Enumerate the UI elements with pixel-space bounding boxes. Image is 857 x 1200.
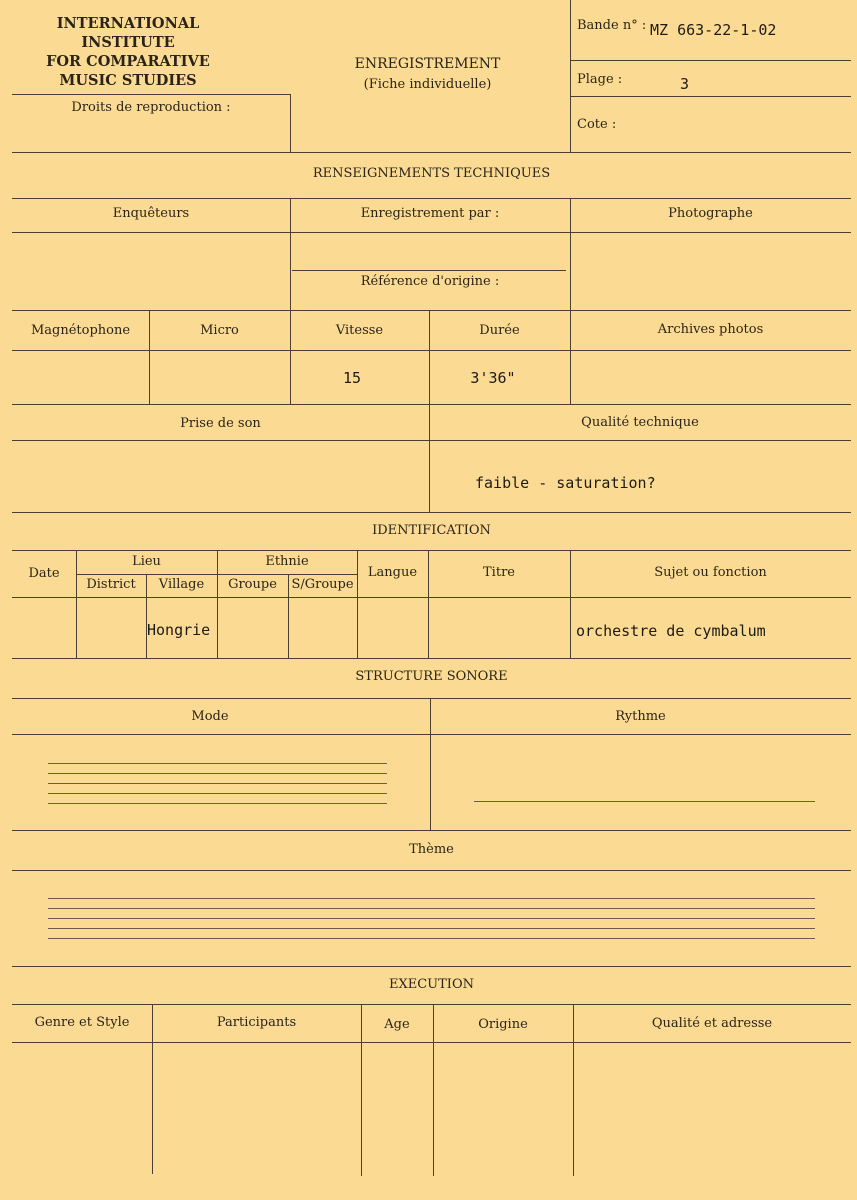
participants-label: Participants xyxy=(216,1015,297,1030)
divider xyxy=(12,658,851,659)
divider xyxy=(12,232,851,233)
village-label: Village xyxy=(158,577,205,592)
sujet-label: Sujet ou fonction xyxy=(654,565,767,580)
vitesse-value: 15 xyxy=(342,369,362,387)
divider xyxy=(12,1004,851,1005)
divider xyxy=(12,350,851,351)
origine-label: Origine xyxy=(478,1017,528,1032)
date-label: Date xyxy=(28,566,60,581)
divider xyxy=(12,198,851,199)
divider xyxy=(570,96,851,97)
section-technique-title: RENSEIGNEMENTS TECHNIQUES xyxy=(312,166,551,181)
divider xyxy=(12,152,851,153)
village-value: Hongrie xyxy=(147,621,211,639)
enqueteurs-label: Enquêteurs xyxy=(112,206,190,221)
mode-label: Mode xyxy=(191,709,229,724)
plage-label: Plage : xyxy=(577,72,623,87)
photographe-label: Photographe xyxy=(668,206,753,221)
mode-staff-line xyxy=(48,783,387,784)
sujet-value: orchestre de cymbalum xyxy=(576,622,766,640)
duree-label: Durée xyxy=(479,323,520,338)
theme-staff-line xyxy=(48,928,815,929)
theme-label: Thème xyxy=(409,842,454,857)
divider xyxy=(12,734,851,735)
magnetophone-label: Magnétophone xyxy=(30,323,131,338)
theme-staff-line xyxy=(48,908,815,909)
genre-label: Genre et Style xyxy=(34,1015,130,1030)
cote-label: Cote : xyxy=(577,117,617,132)
divider xyxy=(12,550,851,551)
divider xyxy=(12,94,290,95)
divider xyxy=(12,310,851,311)
rythme-line xyxy=(474,801,815,802)
institute-line-2: FOR COMPARATIVE xyxy=(46,53,210,70)
divider xyxy=(12,512,851,513)
mode-staff-line xyxy=(48,793,387,794)
divider xyxy=(290,94,291,152)
qualite-technique-label: Qualité technique xyxy=(581,415,699,430)
institute-line-3: MUSIC STUDIES xyxy=(59,72,197,89)
section-structure-title: STRUCTURE SONORE xyxy=(355,669,508,684)
theme-staff-line xyxy=(48,918,815,919)
lieu-label: Lieu xyxy=(132,554,161,569)
divider xyxy=(12,1042,851,1043)
age-label: Age xyxy=(384,1017,410,1032)
form-title: ENREGISTREMENT xyxy=(354,56,501,72)
rythme-label: Rythme xyxy=(615,709,666,724)
mode-staff-line xyxy=(48,763,387,764)
bande-label: Bande n° : xyxy=(577,18,647,33)
divider xyxy=(12,440,851,441)
divider xyxy=(12,830,851,831)
reference-label: Référence d'origine : xyxy=(360,274,500,289)
qualite-adresse-label: Qualité et adresse xyxy=(651,1016,773,1031)
groupe-label: Groupe xyxy=(228,577,277,592)
form-subtitle: (Fiche individuelle) xyxy=(363,77,492,92)
mode-staff-line xyxy=(48,803,387,804)
divider xyxy=(12,966,851,967)
ethnie-label: Ethnie xyxy=(265,554,309,569)
sgroupe-label: S/Groupe xyxy=(291,577,354,592)
langue-label: Langue xyxy=(367,565,418,580)
divider xyxy=(217,574,357,575)
micro-label: Micro xyxy=(200,323,239,338)
prise-label: Prise de son xyxy=(180,416,261,431)
divider xyxy=(570,0,571,152)
titre-label: Titre xyxy=(483,565,515,580)
institute-line-1: INTERNATIONAL INSTITUTE xyxy=(56,15,200,51)
vitesse-label: Vitesse xyxy=(335,323,384,338)
divider xyxy=(292,270,566,271)
qualite-technique-value: faible - saturation? xyxy=(475,474,656,492)
divider xyxy=(570,60,851,61)
section-identification-title: IDENTIFICATION xyxy=(372,523,491,538)
bande-value: MZ 663-22-1-02 xyxy=(650,21,777,39)
droits-label: Droits de reproduction : xyxy=(71,100,231,115)
section-execution-title: EXECUTION xyxy=(389,977,474,992)
divider xyxy=(12,698,851,699)
theme-staff-line xyxy=(48,898,815,899)
district-label: District xyxy=(86,577,136,592)
enregistrement-par-label: Enregistrement par : xyxy=(360,206,500,221)
divider xyxy=(76,574,217,575)
divider xyxy=(12,597,851,598)
institute-name xyxy=(8,14,248,90)
archives-label: Archives photos xyxy=(657,322,764,337)
theme-staff-line xyxy=(48,938,815,939)
plage-value: 3 xyxy=(680,75,690,93)
divider xyxy=(12,404,851,405)
duree-value: 3'36" xyxy=(470,369,516,387)
divider xyxy=(12,870,851,871)
mode-staff-line xyxy=(48,773,387,774)
